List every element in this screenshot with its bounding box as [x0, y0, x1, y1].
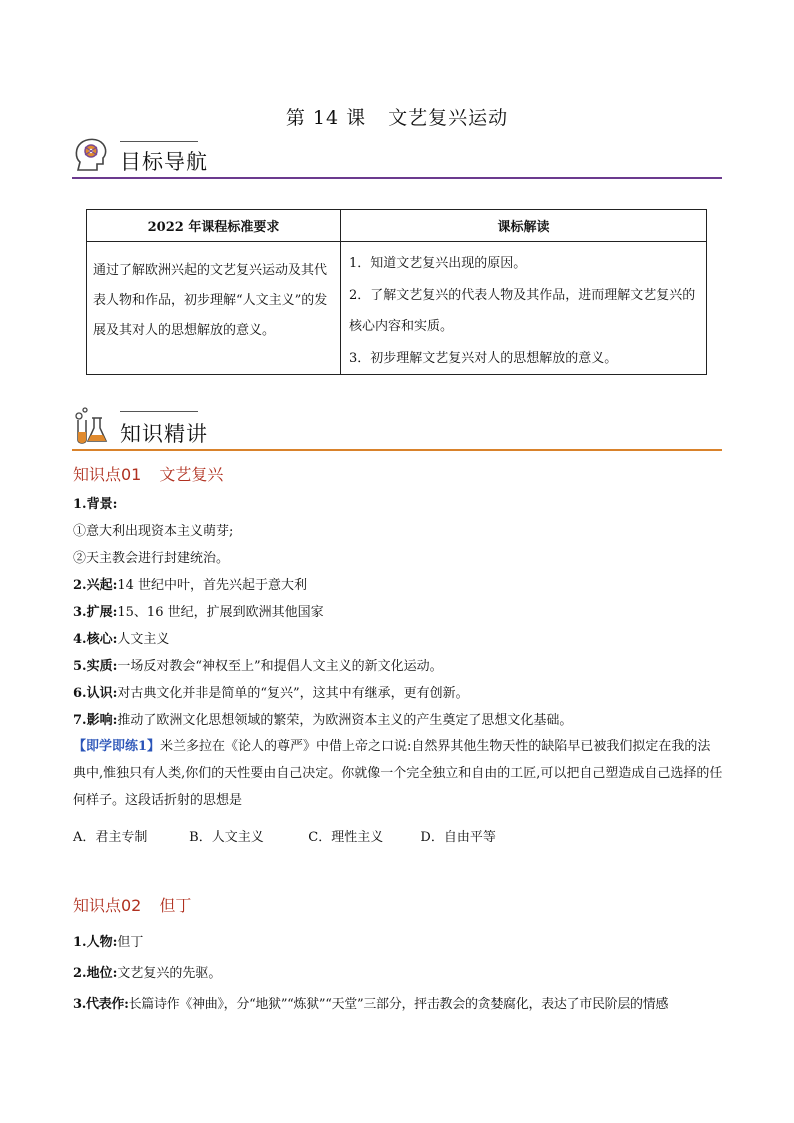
- interpretation-item: 2．了解文艺复兴的代表人物及其作品，进而理解文艺复兴的核心内容和实质。: [349, 287, 696, 334]
- list-item: 2.兴起:14 世纪中叶，首先兴起于意大利: [73, 578, 308, 593]
- option-d[interactable]: D．自由平等: [420, 830, 496, 845]
- exercise-options: [73, 826, 496, 845]
- exercise-question: [73, 733, 723, 814]
- knowledge-point-title: [73, 893, 191, 916]
- list-item: 1.人物:但丁: [73, 935, 144, 950]
- list-item: 1.背景:: [73, 497, 118, 512]
- list-item: ①意大利出现资本主义萌芽;: [73, 524, 234, 539]
- knowledge-section-header: [72, 406, 722, 450]
- table-header-cell: 2022 年课程标准要求: [87, 210, 341, 242]
- knowledge-point-name: 但丁: [159, 896, 192, 915]
- interpretation-item: 3．初步理解文艺复兴对人的思想解放的意义。: [349, 350, 618, 366]
- option-b[interactable]: B．人文主义: [189, 830, 264, 845]
- knowledge-section-title: 知识精讲: [120, 422, 208, 446]
- standard-interpretation-cell: [341, 242, 707, 375]
- list-item: 5.实质:一场反对教会“神权至上”和提倡人文主义的新文化运动。: [73, 659, 443, 674]
- list-item: 3.扩展:15、16 世纪，扩展到欧洲其他国家: [73, 605, 324, 620]
- standards-table: [86, 209, 707, 375]
- goal-section-rule: [72, 177, 722, 179]
- standard-requirement-cell: 通过了解欧洲兴起的文艺复兴运动及其代表人物和作品，初步理解“人文主义”的发展及其对人的思想解放的意义。: [87, 242, 341, 375]
- list-item: ②天主教会进行封建统治。: [73, 551, 230, 566]
- list-item: 4.核心:人文主义: [73, 632, 170, 647]
- knowledge-point-label: 知识点01: [73, 465, 142, 484]
- knowledge-section-rule: [72, 449, 722, 451]
- list-item: 7.影响:推动了欧洲文化思想领域的繁荣，为欧洲资本主义的产生奠定了思想文化基础。: [73, 713, 573, 728]
- goal-section-header: [72, 136, 722, 180]
- exercise-tag: 【即学即练1】: [73, 739, 161, 754]
- knowledge-point-title: [73, 462, 223, 485]
- goal-section-title: 目标导航: [120, 150, 208, 174]
- option-c[interactable]: C．理性主义: [308, 830, 384, 845]
- table-row: [87, 242, 707, 375]
- brain-gear-icon: [72, 136, 112, 176]
- lesson-number: 第 14 课: [285, 107, 367, 129]
- knowledge-point-label: 知识点02: [73, 896, 142, 915]
- knowledge-point-name: 文艺复兴: [159, 465, 224, 484]
- flask-icon: [72, 406, 112, 446]
- interpretation-item: 1．知道文艺复兴出现的原因。: [349, 256, 527, 271]
- list-item: 2.地位:文艺复兴的先驱。: [73, 966, 222, 981]
- exercise-text: 米兰多拉在《论人的尊严》中借上帝之口说:自然界其他生物天性的缺陷早已被我们拟定在我的法典中,惟独只有人类,你们的天性要由自己决定。你就像一个完全独立和自由的工匠,可以把自己塑造成自己选择的任何样子。这段话折射的思想是: [73, 739, 723, 808]
- table-header-row: [87, 210, 707, 242]
- list-item: 3.代表作:长篇诗作《神曲》，分“地狱”“炼狱”“天堂”三部分，抨击教会的贪婪腐化，表达了市民阶层的情感: [73, 997, 669, 1012]
- page-title: [0, 103, 794, 130]
- option-a[interactable]: A．君主专制: [73, 830, 148, 845]
- table-header-cell: 课标解读: [341, 210, 707, 242]
- list-item: 6.认识:对古典文化并非是简单的“复兴”，这其中有继承，更有创新。: [73, 686, 469, 701]
- lesson-topic: 文艺复兴运动: [388, 107, 509, 129]
